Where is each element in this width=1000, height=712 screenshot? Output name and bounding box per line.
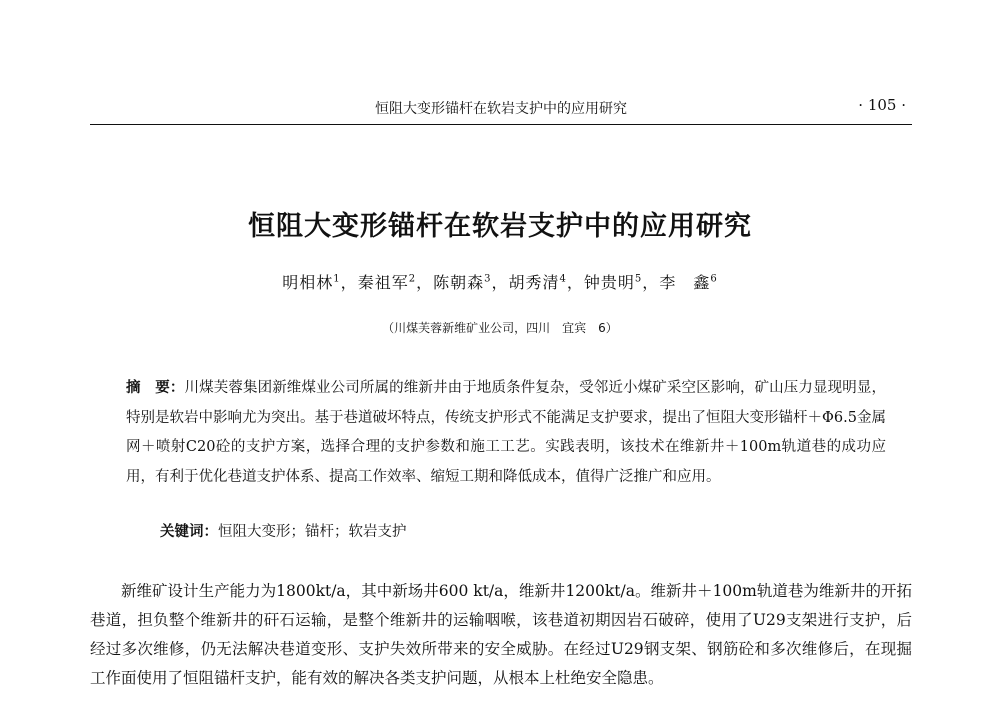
author-affiliation-marker: 3 — [484, 273, 492, 285]
abstract — [126, 374, 886, 492]
author: 钟贵明 — [583, 273, 635, 292]
author: 陈朝森 — [433, 273, 485, 292]
keywords — [160, 520, 880, 541]
author: 李 鑫 — [659, 273, 711, 292]
author-affiliation-marker: 4 — [559, 273, 567, 285]
author: 胡秀清 — [508, 273, 560, 292]
keywords-label: 关键词： — [160, 524, 218, 540]
affiliation: （川煤芙蓉新维矿业公司，四川 宜宾 6） — [382, 321, 618, 335]
page-number: · 105 · — [858, 96, 906, 114]
author-list: 明相林$^1$，秦祖军$^2$，陈朝森$^3$，胡秀清$^4$，钟贵明$^5$，李 鑫$^6$ — [282, 273, 718, 292]
running-title: 恒阻大变形锚杆在软岩支护中的应用研究 — [375, 101, 627, 117]
author: 秦祖军 — [357, 273, 409, 292]
author-affiliation-marker: 2 — [408, 273, 417, 285]
abstract-text: 川煤芙蓉集团新维煤业公司所属的维新井由于地质条件复杂，受邻近小煤矿采空区影响，矿山压力显现明显，特别是软岩中影响尤为突出。基于巷道破坏特点，传统支护形式不能满足支护要求，提出了恒阻大变形锚杆＋Φ6.5金属网＋喷射C20砼的支护方案，选择合理的支护参数和施工工艺。实践表明，该技术在维新井＋100m轨道巷的成功应用，有利于优化巷道支护体系、提高工作效率、缩短工期和降低成本，值得广泛推广和应用。 — [126, 380, 887, 485]
body-paragraph: 新维矿设计生产能力为1800kt/a，其中新场井600 kt/a，维新井1200kt/a。维新井＋100m轨道巷为维新井的开拓巷道，担负整个维新井的矸石运输，是整个维新井的运输咽喉，该巷道初期因岩石破碎，使用了U29支架进行支护，后经过多次维修，仍无法解决巷道变形、支护失效所带来的安全威胁。在经过U29钢支架、钢筋砼和多次维修后，在现掘工作面使用了恒阻锚杆支护，能有效的解决各类支护问题，从根本上杜绝安全隐患。 — [90, 582, 912, 687]
article-title: 恒阻大变形锚杆在软岩支护中的应用研究 — [248, 211, 752, 242]
author: 明相林 — [282, 273, 334, 292]
abstract-label: 摘 要： — [126, 380, 185, 396]
keywords-text: 恒阻大变形；锚杆；软岩支护 — [218, 524, 407, 540]
author-affiliation-marker: 5 — [634, 273, 643, 285]
running-header — [90, 96, 912, 125]
author-affiliation-marker: 6 — [710, 273, 718, 285]
author-affiliation-marker: 1 — [333, 273, 341, 285]
